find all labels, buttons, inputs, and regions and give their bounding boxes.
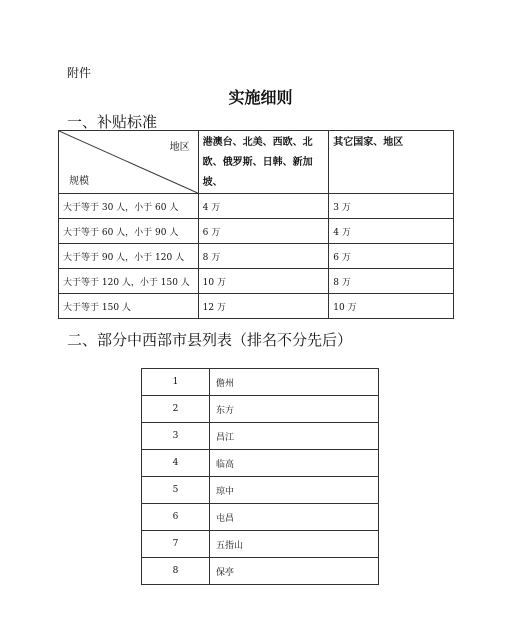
table-row bbox=[142, 477, 379, 504]
row-col2-value: 4 万 bbox=[329, 219, 454, 244]
row-scale: 大于等于 60 人，小于 90 人 bbox=[59, 219, 199, 244]
table-row bbox=[59, 244, 454, 269]
row-col1-value: 6 万 bbox=[198, 219, 329, 244]
table-row bbox=[142, 531, 379, 558]
header-col1: 港澳台、北美、西欧、北欧、俄罗斯、日韩、新加坡、 bbox=[198, 131, 329, 194]
attachment-label: 附件 bbox=[67, 66, 92, 80]
row-col2-value: 6 万 bbox=[329, 244, 454, 269]
table-row bbox=[142, 423, 379, 450]
document-title: 实施细则 bbox=[228, 88, 293, 107]
row-col2-value: 8 万 bbox=[329, 269, 454, 294]
county-name: 琼中 bbox=[210, 477, 379, 504]
row-col1-value: 10 万 bbox=[198, 269, 329, 294]
county-number: 8 bbox=[142, 558, 210, 585]
section1-heading: 一、补贴标准 bbox=[67, 113, 158, 131]
county-name: 屯昌 bbox=[210, 504, 379, 531]
county-number: 6 bbox=[142, 504, 210, 531]
county-number: 4 bbox=[142, 450, 210, 477]
county-name: 东方 bbox=[210, 396, 379, 423]
row-scale: 大于等于 120 人，小于 150 人 bbox=[59, 269, 199, 294]
county-number: 1 bbox=[142, 369, 210, 396]
county-number: 5 bbox=[142, 477, 210, 504]
row-col2-value: 10 万 bbox=[329, 294, 454, 319]
county-name: 儋州 bbox=[210, 369, 379, 396]
table-row bbox=[59, 219, 454, 244]
county-number: 3 bbox=[142, 423, 210, 450]
row-col2-value: 3 万 bbox=[329, 194, 454, 219]
diagonal-header-cell bbox=[59, 131, 199, 194]
county-name: 临高 bbox=[210, 450, 379, 477]
row-scale: 大于等于 90 人，小于 120 人 bbox=[59, 244, 199, 269]
row-scale: 大于等于 150 人 bbox=[59, 294, 199, 319]
header-col2: 其它国家、地区 bbox=[329, 131, 454, 194]
county-name: 保亭 bbox=[210, 558, 379, 585]
header-scale-label: 规模 bbox=[69, 176, 89, 187]
table-row bbox=[142, 396, 379, 423]
county-number: 7 bbox=[142, 531, 210, 558]
table-row bbox=[142, 369, 379, 396]
table-row bbox=[59, 269, 454, 294]
table-row bbox=[59, 194, 454, 219]
county-number: 2 bbox=[142, 396, 210, 423]
table-header-row bbox=[59, 131, 454, 194]
table-row bbox=[142, 504, 379, 531]
table-row bbox=[59, 294, 454, 319]
row-col1-value: 12 万 bbox=[198, 294, 329, 319]
section2-heading: 二、部分中西部市县列表（排名不分先后） bbox=[67, 331, 353, 349]
subsidy-table bbox=[58, 130, 454, 319]
table-row bbox=[142, 450, 379, 477]
row-col1-value: 8 万 bbox=[198, 244, 329, 269]
county-name: 五指山 bbox=[210, 531, 379, 558]
row-scale: 大于等于 30 人，小于 60 人 bbox=[59, 194, 199, 219]
table-row bbox=[142, 558, 379, 585]
county-name: 昌江 bbox=[210, 423, 379, 450]
county-table bbox=[141, 368, 379, 585]
header-region-label: 地区 bbox=[169, 142, 190, 153]
row-col1-value: 4 万 bbox=[198, 194, 329, 219]
